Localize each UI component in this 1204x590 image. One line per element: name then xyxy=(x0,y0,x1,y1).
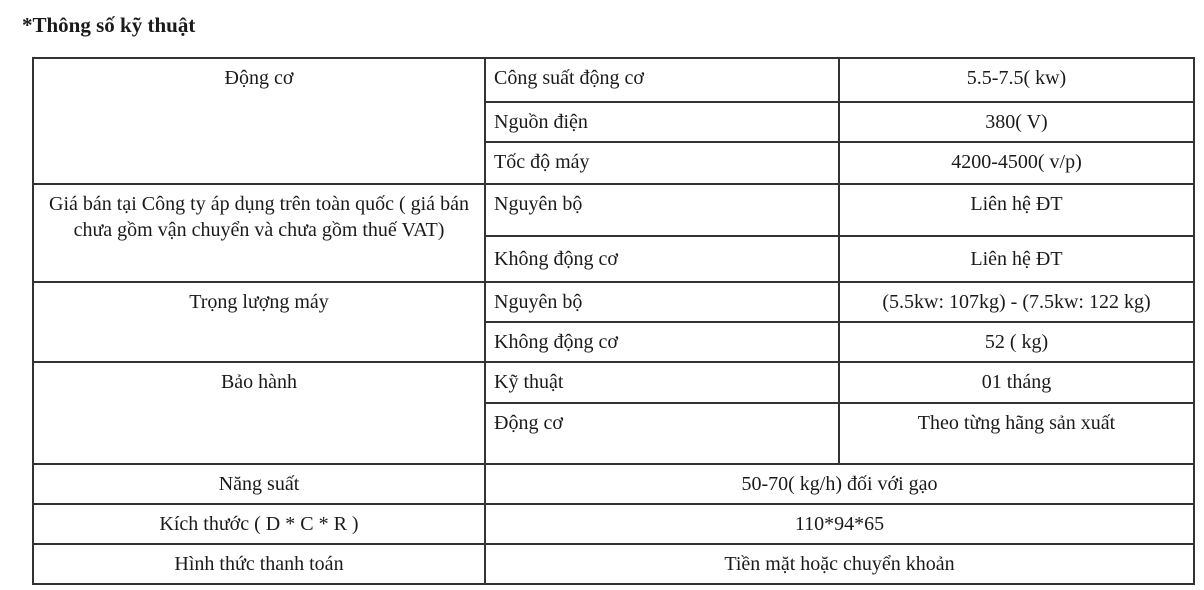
spec-label: Năng suất xyxy=(33,464,485,504)
spec-group-label: Trọng lượng máy xyxy=(33,282,485,362)
spec-name: Tốc độ máy xyxy=(485,142,839,184)
spec-group-label: Giá bán tại Công ty áp dụng trên toàn quốc ( giá bán chưa gồm vận chuyển và chưa gồm thuế VAT) xyxy=(33,184,485,282)
table-row xyxy=(33,362,1194,403)
spec-value: Liên hệ ĐT xyxy=(839,184,1194,236)
spec-value: Theo từng hãng sản xuất xyxy=(839,403,1194,464)
spec-name: Không động cơ xyxy=(485,322,839,362)
spec-value: 380( V) xyxy=(839,102,1194,142)
table-row xyxy=(33,504,1194,544)
spec-value: 5.5-7.5( kw) xyxy=(839,58,1194,102)
table-row xyxy=(33,184,1194,236)
spec-value: (5.5kw: 107kg) - (7.5kw: 122 kg) xyxy=(839,282,1194,322)
spec-name: Nguồn điện xyxy=(485,102,839,142)
spec-value: Liên hệ ĐT xyxy=(839,236,1194,282)
spec-label: Hình thức thanh toán xyxy=(33,544,485,584)
table-row xyxy=(33,544,1194,584)
spec-name: Động cơ xyxy=(485,403,839,464)
spec-name: Nguyên bộ xyxy=(485,184,839,236)
spec-value: Tiền mặt hoặc chuyển khoản xyxy=(485,544,1194,584)
spec-label: Kích thước ( D * C * R ) xyxy=(33,504,485,544)
page-title: *Thông số kỹ thuật xyxy=(22,13,196,37)
spec-name: Công suất động cơ xyxy=(485,58,839,102)
spec-value: 01 tháng xyxy=(839,362,1194,403)
spec-value: 52 ( kg) xyxy=(839,322,1194,362)
spec-group-label: Động cơ xyxy=(33,58,485,184)
spec-name: Không động cơ xyxy=(485,236,839,282)
spec-name: Nguyên bộ xyxy=(485,282,839,322)
spec-table xyxy=(32,57,1195,585)
table-row xyxy=(33,282,1194,322)
spec-value: 50-70( kg/h) đối với gạo xyxy=(485,464,1194,504)
table-row xyxy=(33,464,1194,504)
spec-name: Kỹ thuật xyxy=(485,362,839,403)
spec-value: 110*94*65 xyxy=(485,504,1194,544)
spec-value: 4200-4500( v/p) xyxy=(839,142,1194,184)
table-row xyxy=(33,58,1194,102)
spec-group-label: Bảo hành xyxy=(33,362,485,464)
